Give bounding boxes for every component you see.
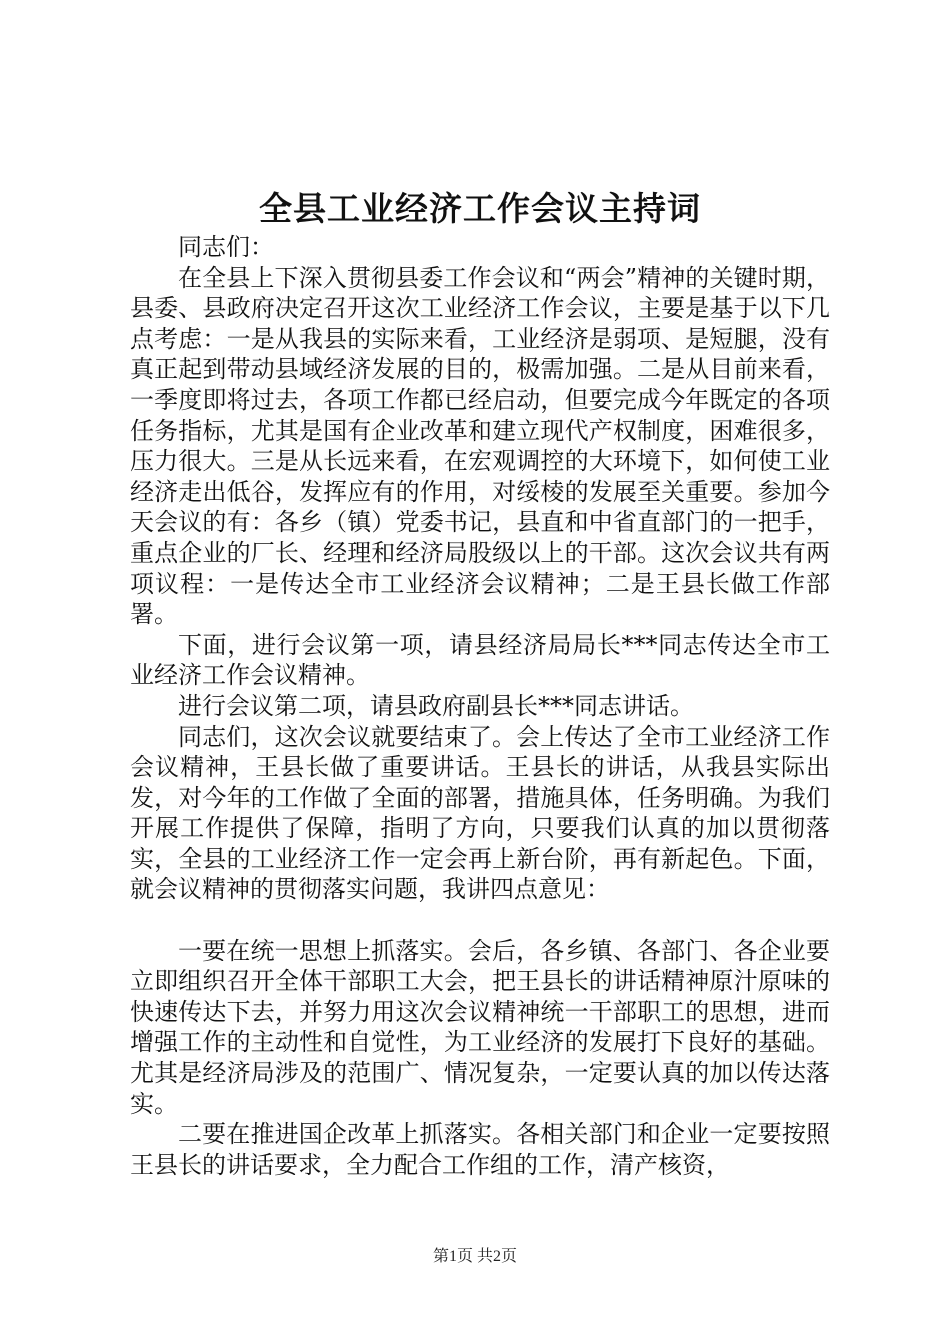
page-footer: 第1页 共2页 — [432, 1248, 517, 1265]
paragraph-agenda-one: 下面，进行会议第一项，请县经济局局长***同志传达全市工业经济工作会议精神。 — [130, 630, 830, 690]
paragraph-closing: 同志们，这次会议就要结束了。会上传达了全市工业经济工作会议精神，王县长做了重要讲话。王县长的讲话，从我县实际出发，对今年的工作做了全面的部署，措施具体，任务明确。为我们开展工作提供了保障，指明了方向，只要我们认真的加以贯彻落实，全县的工业经济工作一定会再上新台阶，再有新起色。下面，就会议精神的贯彻落实问题，我讲四点意见： — [130, 722, 830, 904]
paragraph-point-two: 二要在推进国企改革上抓落实。各相关部门和企业一定要按照王县长的讲话要求，全力配合工作组的工作，清产核资， — [130, 1120, 830, 1179]
document-page — [130, 180, 830, 1180]
paragraph-point-one: 一要在统一思想上抓落实。会后，各乡镇、各部门、各企业要立即组织召开全体干部职工大会，把王县长的讲话精神原汁原味的快速传达下去，并努力用这次会议精神统一干部职工的思想，进而增强工作的主动性和自觉性，为工业经济的发展打下良好的基础。尤其是经济局涉及的范围广、情况复杂，一定要认真的加以传达落实。 — [130, 936, 830, 1118]
greeting-line: 同志们： — [178, 233, 274, 261]
paragraph-intro: 在全县上下深入贯彻县委工作会议和“两会”精神的关键时期，县委、县政府决定召开这次工业经济工作会议，主要是基于以下几点考虑：一是从我县的实际来看，工业经济是弱项、是短腿，没有真正起到带动县域经济发展的目的，极需加强。二是从目前来看，一季度即将过去，各项工作都已经启动，但要完成今年既定的各项任务指标，尤其是国有企业改革和建立现代产权制度，困难很多，压力很大。三是从长远来看，在宏观调控的大环境下，如何使工业经济走出低谷，发挥应有的作用，对绥棱的发展至关重要。参加今天会议的有：各乡（镇）党委书记，县直和中省直部门的一把手，重点企业的厂长、经理和经济局股级以上的干部。这次会议共有两项议程：一是传达全市工业经济会议精神；二是王县长做工作部署。 — [130, 263, 830, 629]
paragraph-spacer — [130, 905, 830, 936]
document-body — [130, 232, 830, 1180]
paragraph-agenda-two: 进行会议第二项，请县政府副县长***同志讲话。 — [178, 691, 694, 720]
document-title: 全县工业经济工作会议主持词 — [259, 189, 701, 228]
